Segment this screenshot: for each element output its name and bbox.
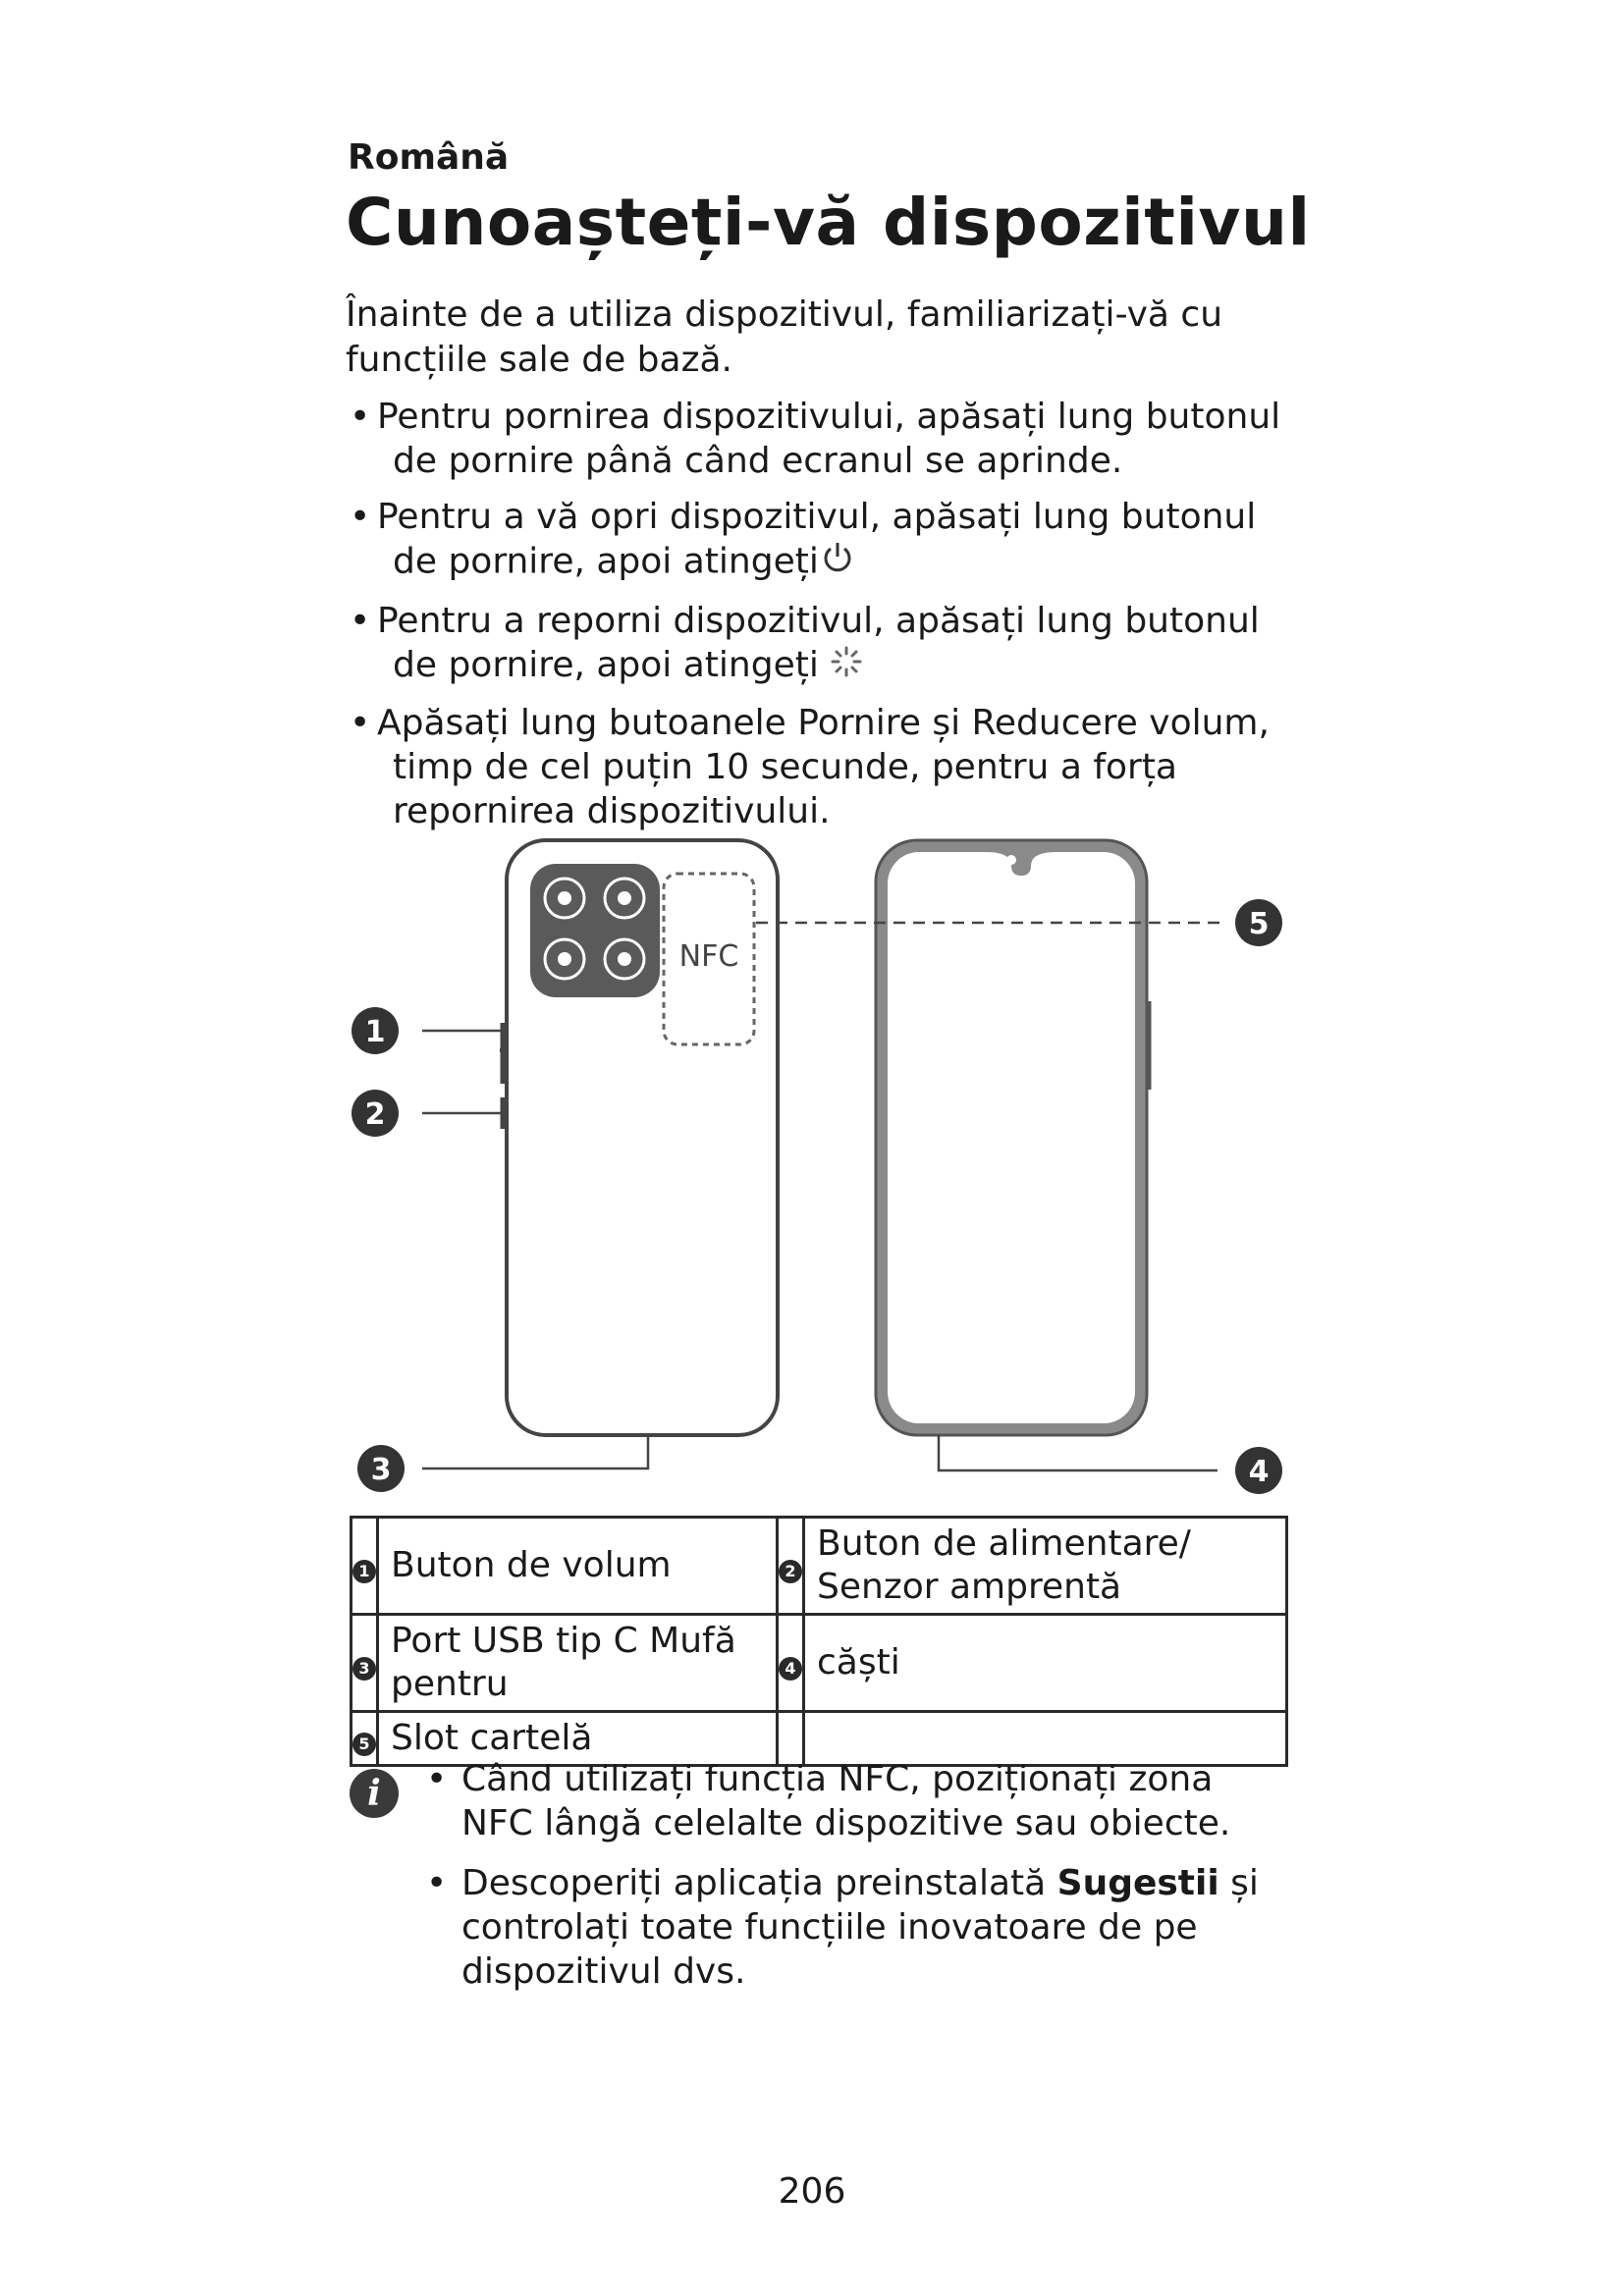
list-item: • Apăsați lung butoanele Pornire și Reducere volum, timp de cel puțin 10 secunde, pentru a forța repornirea dispozitivului. [346,701,1288,833]
number-badge: 1 [352,1560,376,1583]
table-cell: Port USB tip C Mufă pentru [378,1615,778,1712]
table-cell: Buton de alimentare/ Senzor amprentă [804,1518,1287,1615]
language-label: Română [348,137,510,178]
svg-text:4: 4 [1248,1455,1270,1489]
number-badge: 2 [779,1560,802,1583]
table-cell: Buton de volum [378,1518,778,1615]
number-badge: 5 [352,1733,376,1756]
callout-4 [1235,1447,1282,1494]
list-item: • Descoperiți aplicația preinstalată Sugestii și controlați toate funcțiile inovatoare de pe dispozitivul dvs. [422,1861,1286,1994]
table-row [352,1615,1287,1712]
list-item: • Pentru a reporni dispozitivul, apăsați lung butonul de pornire, apoi atingeți [346,599,1288,689]
svg-text:5: 5 [1248,907,1270,941]
phone-back [500,840,778,1435]
table-cell: Slot cartelă [378,1712,778,1766]
page-number: 206 [778,2171,846,2212]
table-row [352,1518,1287,1615]
callout-2 [352,1090,399,1137]
nfc-label: NFC [678,939,739,974]
svg-text:3: 3 [370,1453,392,1487]
info-icon: i [350,1769,399,1818]
notes-list [422,1757,1286,2009]
number-badge: 3 [352,1657,376,1681]
table-cell: căști [804,1615,1287,1712]
intro-paragraph: Înainte de a utiliza dispozitivul, familiarizați-vă cu funcțiile sale de bază. [346,294,1223,380]
callout-5 [1235,899,1282,946]
svg-text:1: 1 [364,1015,386,1049]
phone-front [876,840,1149,1435]
list-item: • Pentru a vă opri dispozitivul, apăsați lung butonul de pornire, apoi atingeți [346,495,1288,587]
list-item: • Când utilizați funcția NFC, poziționați zona NFC lângă celelalte dispozitive sau obiecte. [422,1757,1286,1845]
parts-table [350,1516,1288,1767]
number-badge: 4 [779,1657,802,1681]
callout-1 [352,1007,399,1054]
list-item: • Pentru pornirea dispozitivului, apăsați lung butonul de pornire până când ecranul se aprinde. [346,395,1288,483]
callout-3 [357,1445,405,1492]
svg-text:2: 2 [364,1097,386,1132]
app-name: Sugestii [1056,1863,1219,1903]
page-title: Cunoașteți-vă dispozitivul [346,185,1311,260]
